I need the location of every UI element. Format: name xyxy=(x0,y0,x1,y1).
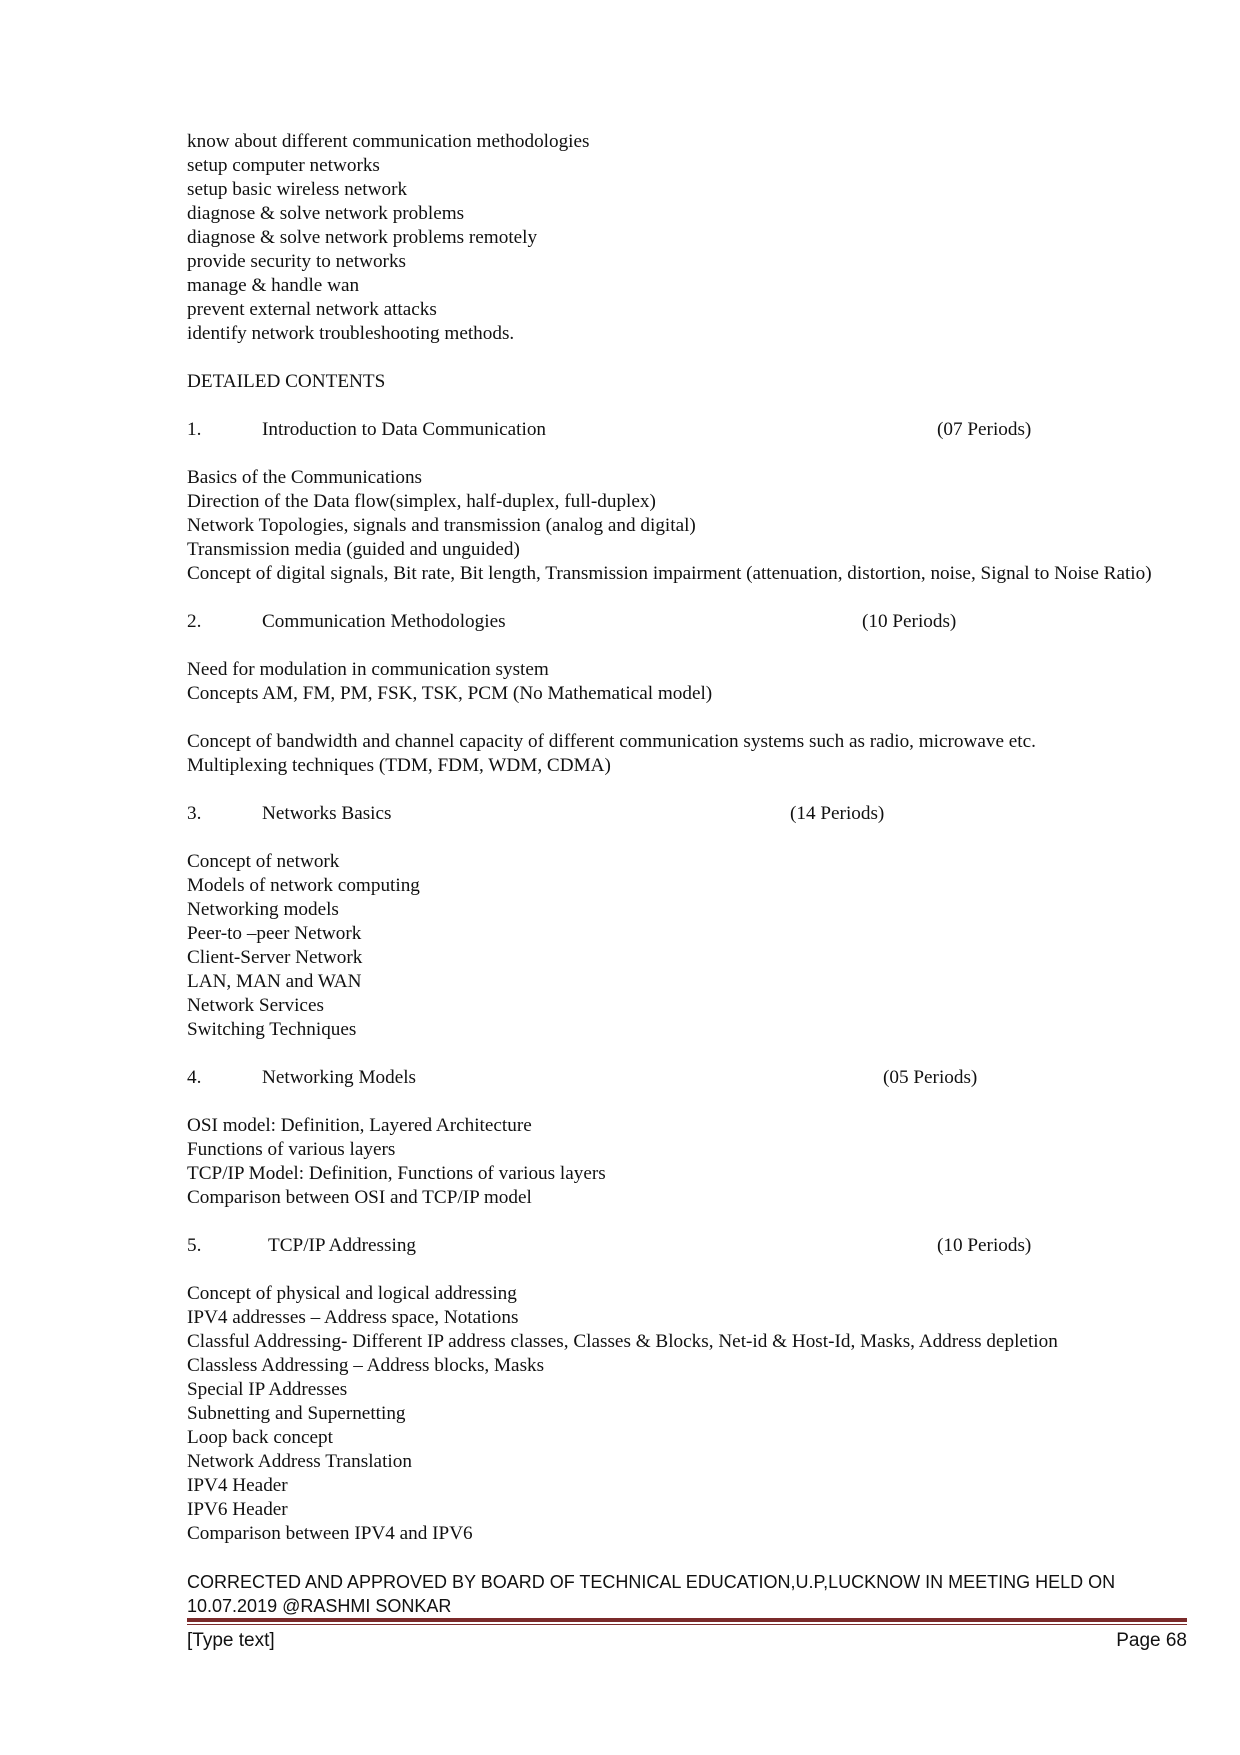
footer-rule-thin xyxy=(187,1624,1187,1625)
section-heading-4 xyxy=(187,1066,1187,1090)
objective-item: setup basic wireless network xyxy=(187,179,408,200)
section-heading-1 xyxy=(187,418,1187,442)
section-title: TCP/IP Addressing xyxy=(268,1235,417,1256)
section-heading-5 xyxy=(187,1234,1187,1258)
section-periods: (10 Periods) xyxy=(937,1235,1032,1256)
topic-item: Direction of the Data flow(simplex, half-duplex, full-duplex) xyxy=(187,491,656,512)
topic-item: Classful Addressing- Different IP address classes, Classes & Blocks, Net-id & Host-Id, Masks, Address depletion xyxy=(187,1331,1058,1352)
approval-note xyxy=(187,1570,1187,1618)
topic-item: Concept of physical and logical addressing xyxy=(187,1283,517,1304)
topic-item: LAN, MAN and WAN xyxy=(187,971,362,992)
topic-item: Concept of bandwidth and channel capacity of different communication systems such as radio, microwave etc. xyxy=(187,731,1036,752)
section-periods: (10 Periods) xyxy=(862,611,957,632)
topic-item: Peer-to –peer Network xyxy=(187,923,362,944)
topic-item: Models of network computing xyxy=(187,875,420,896)
topic-item: Special IP Addresses xyxy=(187,1379,348,1400)
topic-item: Network Topologies, signals and transmission (analog and digital) xyxy=(187,515,696,536)
objective-item: identify network troubleshooting methods. xyxy=(187,323,515,344)
topic-item: Concept of digital signals, Bit rate, Bit length, Transmission impairment (attenuation, distortion, noise, Signal to Noise Ratio) xyxy=(187,563,1152,584)
section-periods: (14 Periods) xyxy=(790,803,885,824)
page-number: Page 68 xyxy=(1116,1630,1187,1651)
topic-item: Need for modulation in communication system xyxy=(187,659,549,680)
section-number: 1. xyxy=(187,419,202,440)
topic-item: Concepts AM, FM, PM, FSK, TSK, PCM (No Mathematical model) xyxy=(187,683,713,704)
section-periods: (07 Periods) xyxy=(937,419,1032,440)
approval-note-line: CORRECTED AND APPROVED BY BOARD OF TECHNICAL EDUCATION,U.P,LUCKNOW IN MEETING HELD ON xyxy=(187,1572,1116,1592)
section-title: Introduction to Data Communication xyxy=(262,419,547,440)
section-4-topics xyxy=(187,1114,1187,1210)
topic-item: Concept of network xyxy=(187,851,340,872)
topic-item: Comparison between IPV4 and IPV6 xyxy=(187,1523,473,1544)
topic-item: Subnetting and Supernetting xyxy=(187,1403,406,1424)
topic-item: Loop back concept xyxy=(187,1427,333,1448)
section-heading-2 xyxy=(187,610,1187,634)
section-3-topics xyxy=(187,850,1187,1042)
section-2-topics xyxy=(187,658,1187,706)
section-heading-3 xyxy=(187,802,1187,826)
section-periods: (05 Periods) xyxy=(883,1067,978,1088)
section-number: 3. xyxy=(187,803,202,824)
topic-item: Switching Techniques xyxy=(187,1019,357,1040)
page-content xyxy=(187,130,1187,1546)
topic-item: IPV4 Header xyxy=(187,1475,288,1496)
section-5-topics xyxy=(187,1282,1187,1546)
objective-item: diagnose & solve network problems remotely xyxy=(187,227,538,248)
topic-item: Client-Server Network xyxy=(187,947,363,968)
topic-item: IPV4 addresses – Address space, Notations xyxy=(187,1307,519,1328)
topic-item: Comparison between OSI and TCP/IP model xyxy=(187,1187,532,1208)
section-number: 4. xyxy=(187,1067,202,1088)
topic-item: Transmission media (guided and unguided) xyxy=(187,539,520,560)
topic-item: Basics of the Communications xyxy=(187,467,423,488)
section-number: 2. xyxy=(187,611,202,632)
topic-item: IPV6 Header xyxy=(187,1499,288,1520)
objective-item: manage & handle wan xyxy=(187,275,360,296)
footer-placeholder-text: [Type text] xyxy=(187,1630,275,1651)
objectives-list xyxy=(187,130,1187,346)
footer-rule xyxy=(187,1618,1187,1622)
topic-item: Functions of various layers xyxy=(187,1139,396,1160)
section-number: 5. xyxy=(187,1235,202,1256)
section-title: Networks Basics xyxy=(262,803,392,824)
topic-item: Network Address Translation xyxy=(187,1451,412,1472)
objective-item: diagnose & solve network problems xyxy=(187,203,465,224)
topic-item: Multiplexing techniques (TDM, FDM, WDM, CDMA) xyxy=(187,755,611,776)
section-title: Networking Models xyxy=(262,1067,417,1088)
detailed-contents-heading: DETAILED CONTENTS xyxy=(187,371,386,392)
objective-item: setup computer networks xyxy=(187,155,380,176)
section-2-topics-continued xyxy=(187,730,1187,778)
objective-item: prevent external network attacks xyxy=(187,299,437,320)
section-title: Communication Methodologies xyxy=(262,611,506,632)
topic-item: OSI model: Definition, Layered Architecture xyxy=(187,1115,532,1136)
topic-item: TCP/IP Model: Definition, Functions of various layers xyxy=(187,1163,606,1184)
approval-note-line: 10.07.2019 @RASHMI SONKAR xyxy=(187,1596,452,1616)
topic-item: Network Services xyxy=(187,995,324,1016)
objective-item: know about different communication methodologies xyxy=(187,131,590,152)
objective-item: provide security to networks xyxy=(187,251,407,272)
section-1-topics xyxy=(187,466,1187,586)
topic-item: Classless Addressing – Address blocks, Masks xyxy=(187,1355,545,1376)
topic-item: Networking models xyxy=(187,899,339,920)
